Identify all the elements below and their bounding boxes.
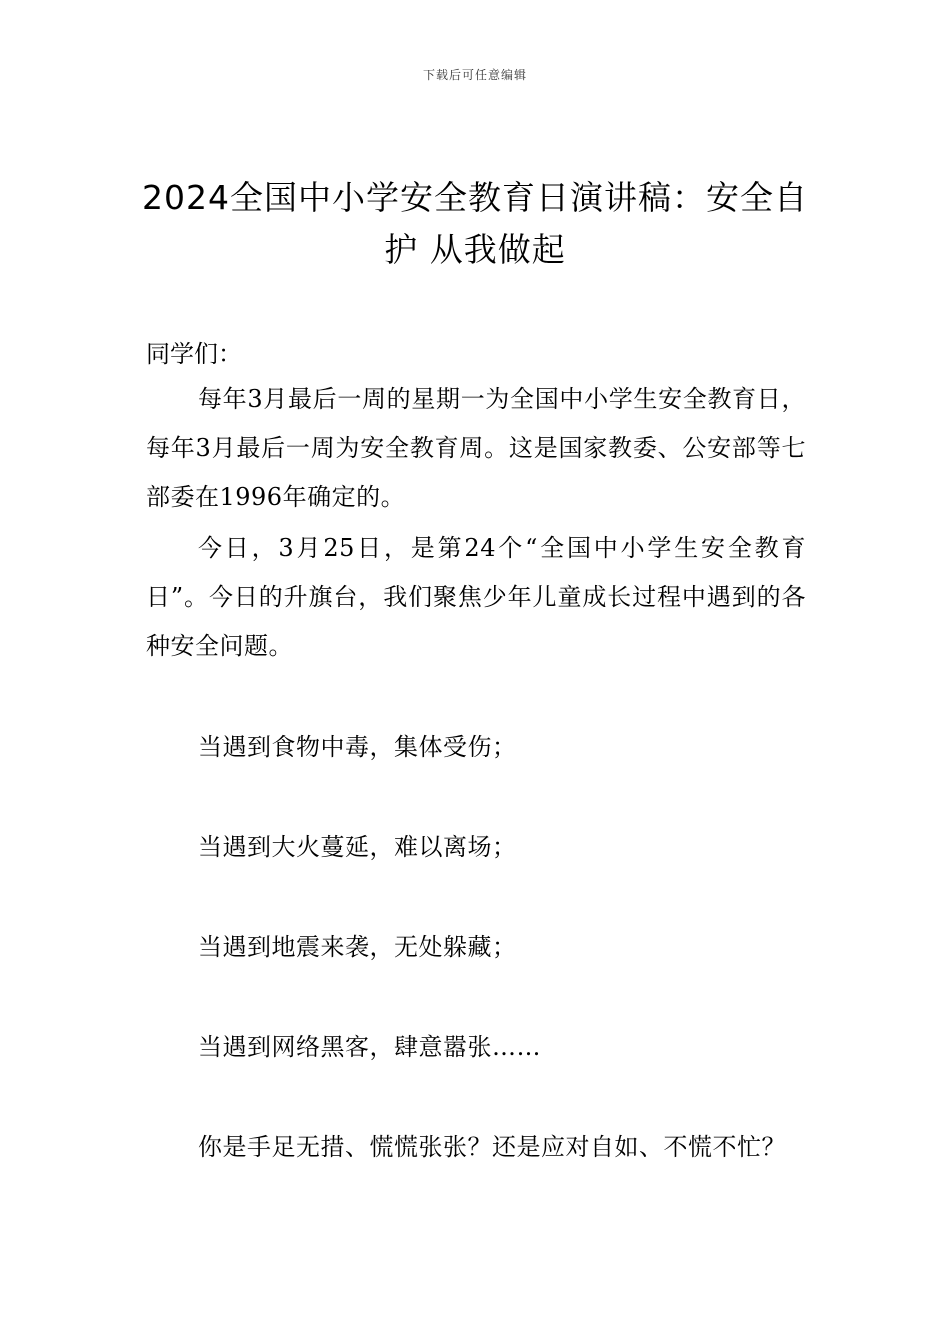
document-title: 2024全国中小学安全教育日演讲稿：安全自护 从我做起 [142,178,808,269]
verse-line-4: 当遇到网络黑客，肆意嚣张…… [198,1033,541,1061]
page-header-note: 下载后可任意编辑 [422,68,527,82]
verse-line-1: 当遇到食物中毒，集体受伤； [198,733,517,761]
greeting: 同学们： [146,340,242,368]
paragraph-1: 每年3月最后一周的星期一为全国中小学生安全教育日，每年3月最后一周为安全教育周。这是国家教委、公安部等七部委在1996年确定的。 [146,385,806,511]
question-line: 你是手足无措、慌慌张张？还是应对自如、不慌不忙？ [198,1133,786,1161]
verse-line-2: 当遇到大火蔓延，难以离场； [198,833,517,861]
verse-line-3: 当遇到地震来袭，无处躲藏； [198,933,517,961]
paragraph-2: 今日，3月25日，是第24个“全国中小学生安全教育日”。今日的升旗台，我们聚焦少年儿童成长过程中遇到的各种安全问题。 [146,534,806,660]
